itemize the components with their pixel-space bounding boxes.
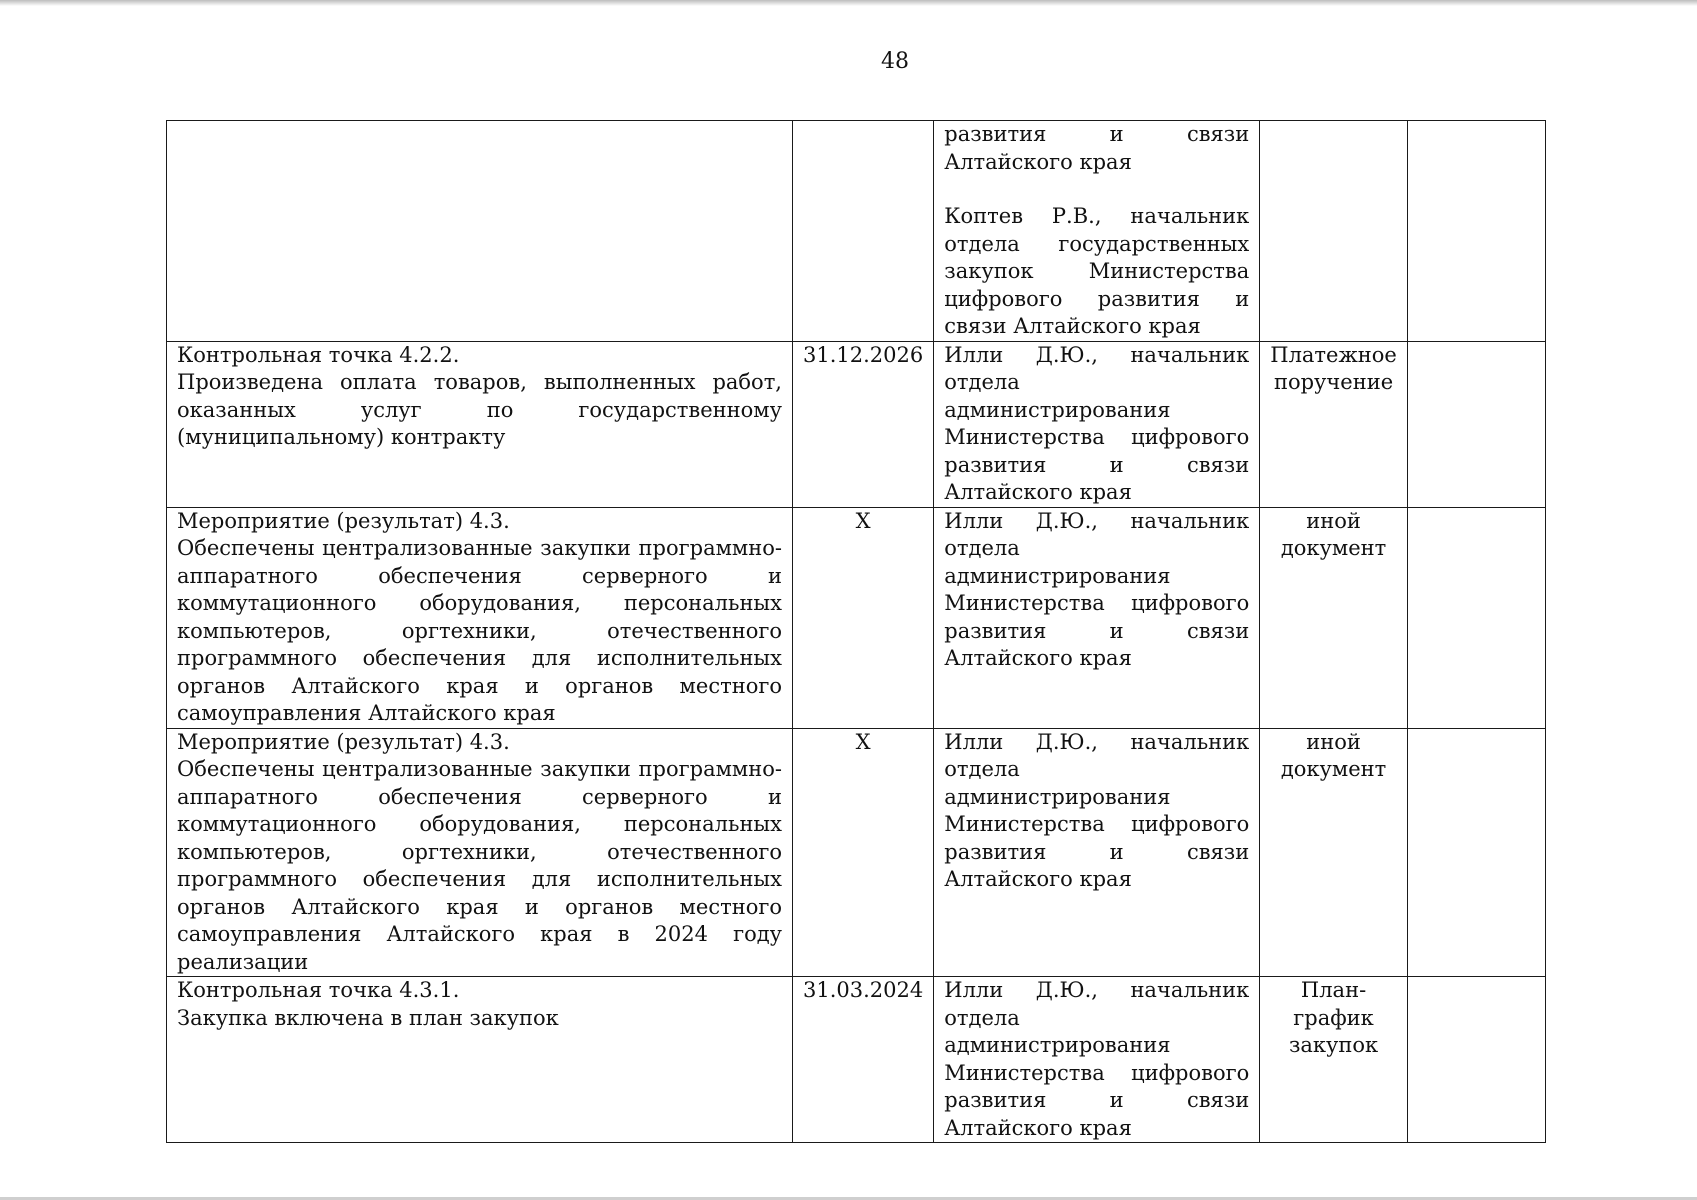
event-text: Закупка включена в план закупок — [177, 1005, 559, 1030]
event-cell — [167, 341, 793, 507]
event-cell — [167, 977, 793, 1143]
date-cell: 31.03.2024 — [793, 977, 934, 1143]
event-text: Обеспечены централизованные закупки программно-аппаратного обеспечения серверного и коммутационного оборудования, персональных компьютеров, оргтехники, отечественного программного обеспечения для исполнительных органов Алтайского края и органов местного самоуправления Алтайского края в 2024 году реализации — [177, 757, 782, 974]
responsible-cell — [934, 121, 1260, 342]
info-cell — [1407, 507, 1545, 728]
page-number: 48 — [881, 49, 909, 74]
responsible-cell — [934, 341, 1260, 507]
document-cell: Платежное поручение — [1260, 341, 1408, 507]
responsible-cell — [934, 507, 1260, 728]
responsible-extra-text: Коптев Р.В., начальник отдела государственных закупок Министерства цифрового развития и связи Алтайского края — [944, 204, 1250, 338]
event-title: Контрольная точка 4.2.2. — [177, 342, 460, 367]
info-cell — [1407, 341, 1545, 507]
responsible-text: Илли Д.Ю., начальник отдела администрирования Министерства цифрового развития и связи Алтайского края — [944, 508, 1250, 670]
event-title: Мероприятие (результат) 4.3. — [177, 508, 510, 533]
info-cell — [1407, 977, 1545, 1143]
responsible-text: Илли Д.Ю., начальник отдела администрирования Министерства цифрового развития и связи Алтайского края — [944, 729, 1250, 891]
date-cell: 31.12.2026 — [793, 341, 934, 507]
info-cell — [1407, 121, 1545, 342]
event-cell — [167, 728, 793, 977]
table-row — [167, 977, 1546, 1143]
date-cell — [793, 121, 934, 342]
info-cell — [1407, 728, 1545, 977]
responsible-cell — [934, 977, 1260, 1143]
date-cell: X — [793, 507, 934, 728]
table-row — [167, 507, 1546, 728]
paragraph-gap — [944, 176, 1249, 203]
event-title: Контрольная точка 4.3.1. — [177, 978, 460, 1002]
date-cell: X — [793, 728, 934, 977]
responsible-text: Илли Д.Ю., начальник отдела администрирования Министерства цифрового развития и связи Алтайского края — [944, 978, 1250, 1140]
table-row — [167, 728, 1546, 977]
document-cell — [1260, 121, 1408, 342]
responsible-text: Илли Д.Ю., начальник отдела администрирования Министерства цифрового развития и связи Алтайского края — [944, 342, 1250, 504]
responsible-text: развития и связи Алтайского края — [944, 122, 1250, 174]
schedule-table — [166, 120, 1546, 1143]
table-row — [167, 121, 1546, 342]
event-cell — [167, 507, 793, 728]
document-cell: иной документ — [1260, 728, 1408, 977]
event-text: Произведена оплата товаров, выполненных работ, оказанных услуг по государственному (муниципальному) контракту — [177, 370, 782, 449]
document-cell: иной документ — [1260, 507, 1408, 728]
event-title: Мероприятие (результат) 4.3. — [177, 729, 510, 754]
table-row — [167, 341, 1546, 507]
responsible-cell — [934, 728, 1260, 977]
event-text: Обеспечены централизованные закупки программно-аппаратного обеспечения серверного и коммутационного оборудования, персональных компьютеров, оргтехники, отечественного программного обеспечения для исполнительных органов Алтайского края и органов местного самоуправления Алтайского края — [177, 536, 782, 725]
scan-top-edge — [0, 0, 1697, 6]
document-cell: План-график закупок — [1260, 977, 1408, 1143]
event-cell — [167, 121, 793, 342]
